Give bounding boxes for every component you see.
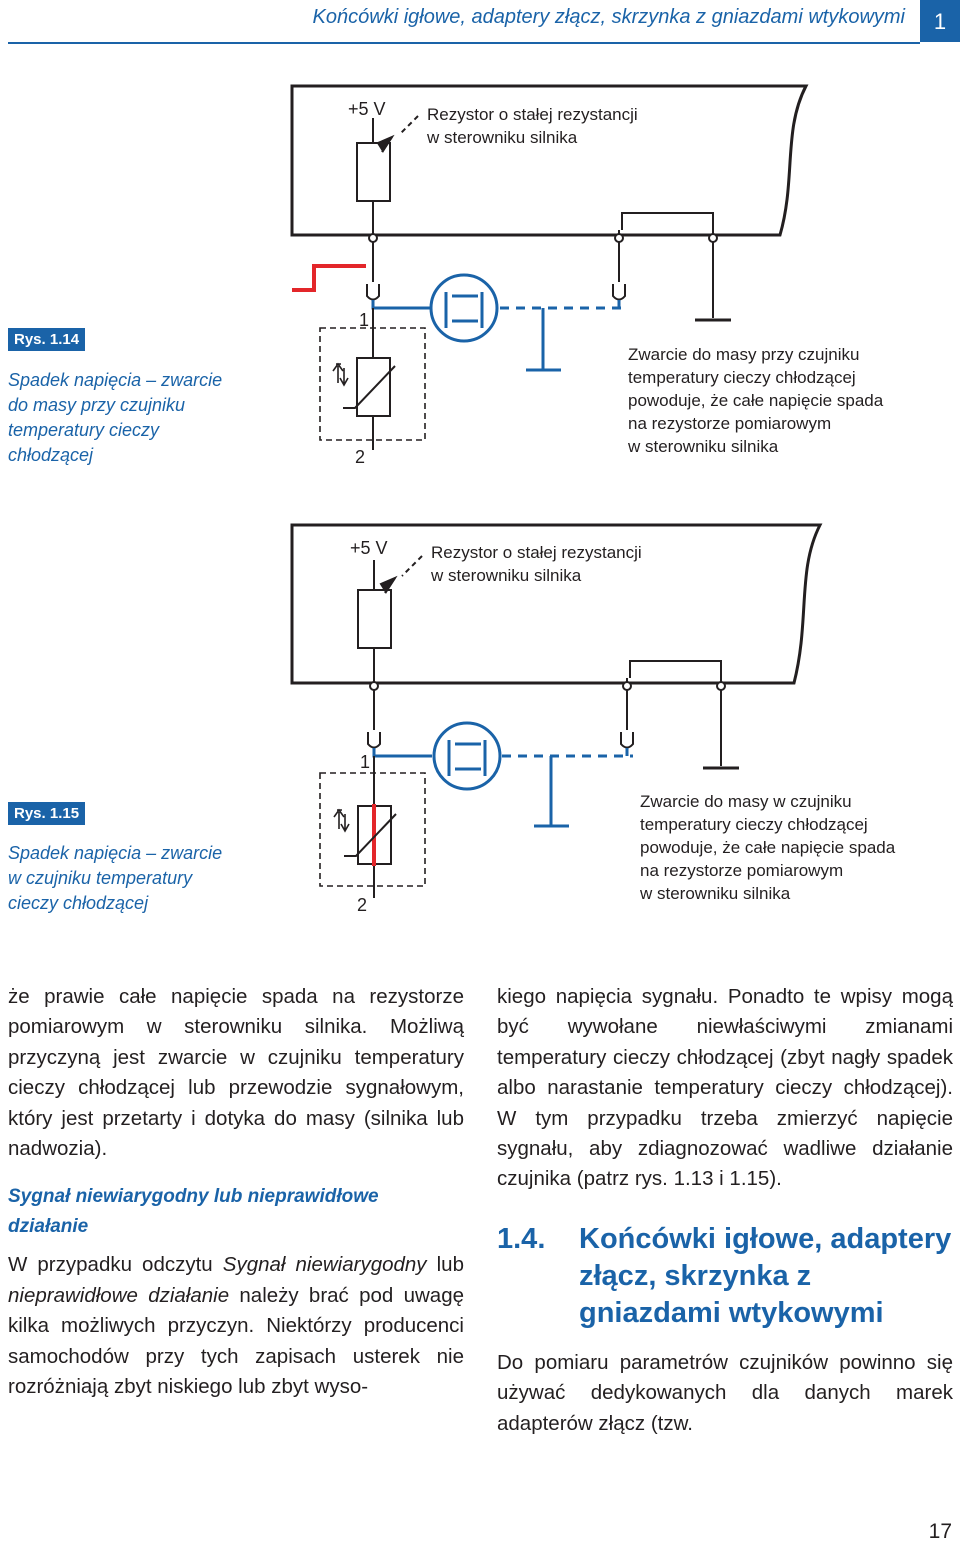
pin-2-label: 2 [357, 895, 368, 915]
right-column [497, 982, 953, 1439]
pin-1-label: 1 [360, 752, 371, 772]
section-title: Końcówki igłowe, adaptery złącz, skrzynka z gniazdami wtykowymi [579, 1222, 952, 1329]
page-number: 17 [928, 1520, 952, 1543]
temperature-sensor [320, 752, 425, 915]
running-header-title: Końcówki igłowe, adaptery złącz, skrzynka z gniazdami wtykowymi [312, 6, 905, 28]
svg-text:temperatury cieczy chłodzącej: temperatury cieczy chłodzącej [640, 815, 868, 834]
svg-text:Zwarcie do masy w czujniku: Zwarcie do masy w czujniku [640, 792, 852, 811]
circuit-diagram-1-14 [0, 0, 960, 480]
terminals [369, 230, 717, 318]
svg-text:w sterowniku silnika: w sterowniku silnika [628, 437, 779, 456]
terminals [370, 678, 725, 766]
voltage-label: +5 V [350, 538, 388, 558]
caption-line: do masy przy czujniku [8, 395, 186, 415]
circuit-diagram-1-15 [0, 510, 960, 930]
annotation [639, 792, 896, 903]
caption-line: chłodzącej [8, 445, 94, 465]
pin-1-label: 1 [359, 310, 370, 330]
annotation [627, 345, 884, 456]
section-number: 1.4. [497, 1222, 546, 1255]
voltage-label: +5 V [348, 99, 386, 119]
connector-plug [368, 732, 633, 748]
figure-tag-1-15: Rys. 1.15 [8, 802, 85, 825]
resistor-label-line: Rezystor o stałej rezystancji [427, 105, 638, 124]
svg-text:powoduje, że całe napięcie spa: powoduje, że całe napięcie spada [628, 391, 884, 410]
caption-line: temperatury cieczy [8, 420, 160, 440]
pin-2-label: 2 [355, 447, 366, 467]
fault-ground-wire [292, 266, 366, 290]
caption-line: cieczy chłodzącej [8, 893, 149, 913]
left-column [8, 982, 464, 1402]
paragraph: Do pomiaru parametrów czujników powinno się używać dedykowanych dla danych marek adapterów złącz (tzw. [497, 1350, 953, 1435]
section-heading [497, 1221, 953, 1332]
svg-text:powoduje, że całe napięcie spa: powoduje, że całe napięcie spada [640, 838, 896, 857]
temperature-sensor [320, 308, 425, 467]
resistor-label-line: Rezystor o stałej rezystancji [431, 543, 642, 562]
signal-wire [374, 723, 633, 826]
resistor-label-line: w sterowniku silnika [427, 128, 578, 147]
paragraph: W przypadku odczytu Sygnał niewiarygodny lub nieprawidłowe działanie należy brać pod uwagę kilka możliwych przyczyn. Niektórzy producenci samochodów przy tych zapisach usterek nie rozróżniają zbyt niskiego lub zbyt wyso- [8, 1253, 464, 1399]
svg-text:Zwarcie do masy przy czujniku: Zwarcie do masy przy czujniku [628, 345, 860, 364]
svg-text:w sterowniku silnika: w sterowniku silnika [640, 884, 791, 903]
paragraph: kiego napięcia sygnału. Ponadto te wpisy mogą być wywołane niewłaściwymi zmianami temperatury cieczy chłodzącej (zbyt nagły spadek albo narastanie temperatury cieczy chłodzącej). W tym przypadku trzeba zmierzyć napięcie sygnału, aby zdiagnozować wadliwe działanie czujnika (patrz rys. 1.13 i 1.15). [497, 985, 953, 1191]
subheading: Sygnał niewiarygodny lub nieprawidłowe działanie [8, 1186, 379, 1238]
caption-line: Spadek napięcia – zwarcie [8, 370, 223, 390]
paragraph: że prawie całe napięcie spada na rezystorze pomiarowym w sterowniku silnika. Możliwą przyczyną jest zwarcie w czujniku temperatury cieczy chłodzącej lub przewodzie sygnałowym, który jest przetarty i dotyka do masy (silnika lub nadwozia). [8, 985, 464, 1161]
resistor-label-line: w sterowniku silnika [431, 566, 582, 585]
chapter-badge: 1 [920, 0, 960, 42]
caption-line: Spadek napięcia – zwarcie [8, 843, 223, 863]
figure-tag-1-14: Rys. 1.14 [8, 328, 85, 351]
svg-text:na rezystorze pomiarowym: na rezystorze pomiarowym [628, 414, 832, 433]
signal-wire [373, 275, 625, 370]
svg-text:na rezystorze pomiarowym: na rezystorze pomiarowym [640, 861, 844, 880]
caption-line: w czujniku temperatury [8, 868, 193, 888]
svg-text:temperatury cieczy chłodzącej: temperatury cieczy chłodzącej [628, 368, 856, 387]
